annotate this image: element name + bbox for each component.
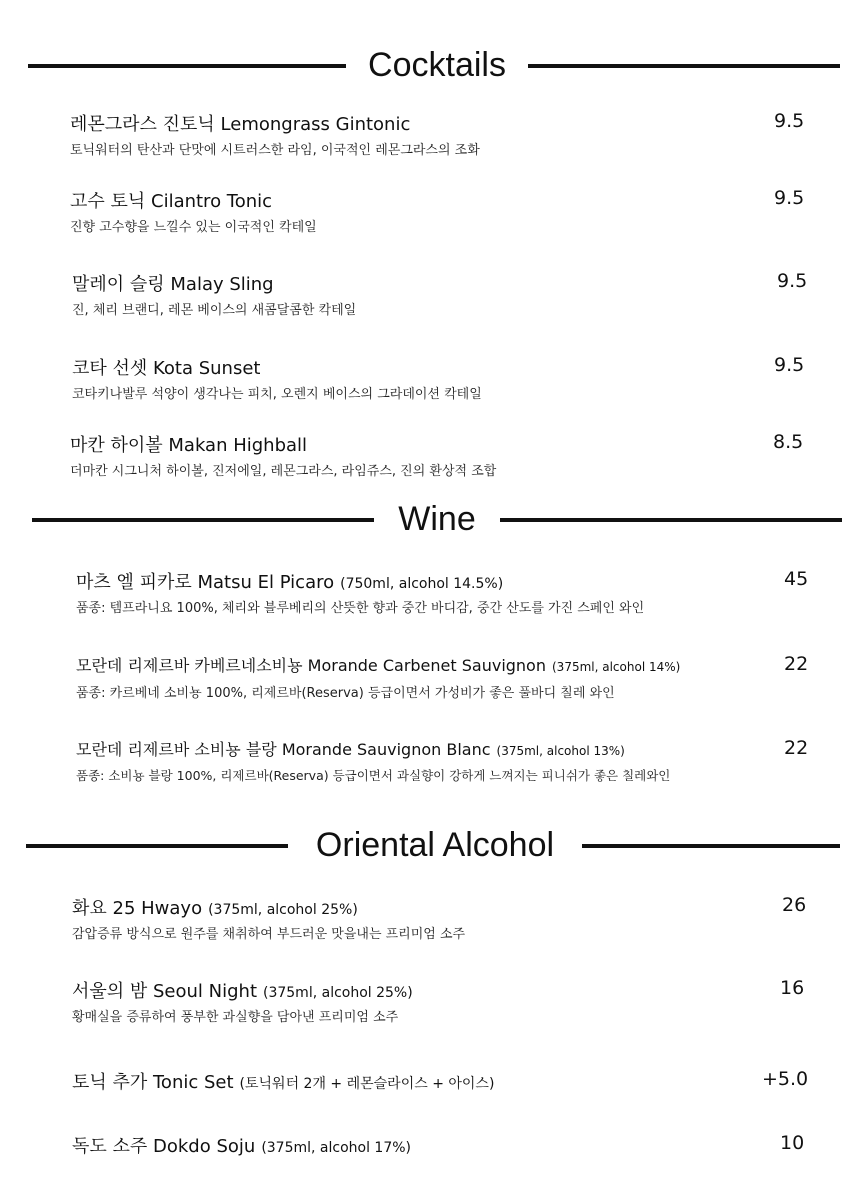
item-price: 45	[784, 568, 809, 590]
wine-header	[0, 494, 867, 544]
header-rule-right	[500, 518, 842, 522]
item-title: 독도 소주 Dokdo Soju	[72, 1136, 256, 1157]
item-price: 9.5	[777, 270, 808, 292]
item-price: +5.0	[762, 1068, 809, 1090]
item-description: 진향 고수향을 느낄수 있는 이국적인 칵테일	[70, 220, 317, 235]
item-description: 황매실을 증류하여 풍부한 과실향을 담아낸 프리미엄 소주	[72, 1010, 399, 1025]
item-title: 모란데 리제르바 카베르네소비뇽 Morande Carbenet Sauvignon	[76, 656, 546, 675]
menu-item	[76, 653, 816, 703]
item-name	[72, 977, 413, 1003]
item-price: 10	[780, 1132, 805, 1154]
item-price: 22	[784, 653, 809, 675]
item-name: 마칸 하이볼 Makan Highball	[70, 435, 308, 456]
item-title: 토닉 추가 Tonic Set	[72, 1072, 234, 1093]
item-volume: (375ml, alcohol 13%)	[496, 744, 625, 758]
item-description: 더마칸 시그니처 하이볼, 진저에일, 레몬그라스, 라임쥬스, 진의 환상적 조합	[70, 464, 497, 479]
item-volume: (375ml, alcohol 25%)	[208, 902, 358, 918]
item-volume: (토닉워터 2개 + 레몬슬라이스 + 아이스)	[239, 1076, 495, 1092]
item-price: 22	[784, 737, 809, 759]
menu-item	[76, 568, 816, 618]
item-volume: (750ml, alcohol 14.5%)	[340, 576, 504, 592]
item-name	[72, 1132, 411, 1158]
item-price: 8.5	[773, 431, 804, 453]
item-title: 서울의 밤 Seoul Night	[72, 981, 257, 1002]
item-name	[72, 894, 358, 920]
menu-item	[72, 1132, 812, 1162]
item-price: 9.5	[774, 110, 805, 132]
item-description: 진, 체리 브랜디, 레몬 베이스의 새콤달콤한 칵테일	[72, 303, 357, 318]
item-volume: (375ml, alcohol 25%)	[263, 985, 413, 1001]
item-title: 화요 25 Hwayo	[72, 898, 203, 919]
item-description: 품종: 소비뇽 블랑 100%, 리제르바(Reserva) 등급이면서 과실향이 강하게 느껴지는 피니쉬가 좋은 칠레와인	[76, 768, 671, 783]
cocktails-header	[0, 40, 867, 90]
menu-item	[72, 1068, 812, 1098]
item-name: 말레이 슬링 Malay Sling	[72, 274, 274, 295]
item-volume: (375ml, alcohol 17%)	[261, 1140, 412, 1156]
header-rule-left	[26, 844, 288, 848]
oriental-alcohol-header	[0, 820, 867, 870]
item-title: 모란데 리제르바 소비뇽 블랑 Morande Sauvignon Blanc	[76, 740, 491, 759]
item-name: 레몬그라스 진토닉 Lemongrass Gintonic	[70, 114, 411, 135]
section-title: Wine	[398, 500, 476, 538]
header-rule-left	[32, 518, 374, 522]
item-description: 코타키나발루 석양이 생각나는 피치, 오렌지 베이스의 그라데이션 칵테일	[72, 387, 482, 402]
menu-item	[70, 431, 810, 481]
menu-item	[72, 977, 812, 1027]
menu-item	[70, 187, 810, 237]
item-price: 26	[782, 894, 807, 916]
item-price: 9.5	[774, 354, 805, 376]
section-title: Oriental Alcohol	[315, 826, 555, 864]
menu-item	[72, 270, 812, 320]
menu-item	[70, 110, 810, 160]
menu-item	[72, 354, 812, 404]
header-rule-right	[582, 844, 840, 848]
item-name	[72, 1068, 494, 1094]
item-price: 16	[780, 977, 805, 999]
item-description: 품종: 템프라니요 100%, 체리와 블루베리의 산뜻한 향과 중간 바디감, 중간 산도를 가진 스페인 와인	[76, 601, 645, 616]
item-description: 토닉워터의 탄산과 단맛에 시트러스한 라임, 이국적인 레몬그라스의 조화	[70, 143, 480, 158]
header-rule-right	[528, 64, 840, 68]
item-description: 감압증류 방식으로 원주를 채취하여 부드러운 맛을내는 프리미엄 소주	[72, 927, 466, 942]
item-title: 마츠 엘 피카로 Matsu El Picaro	[76, 572, 335, 593]
item-volume: (375ml, alcohol 14%)	[552, 660, 681, 674]
item-description: 품종: 카르베네 소비뇽 100%, 리제르바(Reserva) 등급이면서 가성비가 좋은 풀바디 칠레 와인	[76, 686, 615, 701]
section-title: Cocktails	[368, 46, 506, 84]
item-name: 코타 선셋 Kota Sunset	[72, 358, 261, 379]
header-rule-left	[28, 64, 346, 68]
menu-item	[76, 737, 816, 787]
item-name: 고수 토닉 Cilantro Tonic	[70, 191, 273, 212]
item-name	[76, 568, 503, 594]
item-name	[76, 737, 625, 760]
menu-item	[72, 894, 812, 944]
item-name	[76, 653, 680, 676]
item-price: 9.5	[774, 187, 805, 209]
